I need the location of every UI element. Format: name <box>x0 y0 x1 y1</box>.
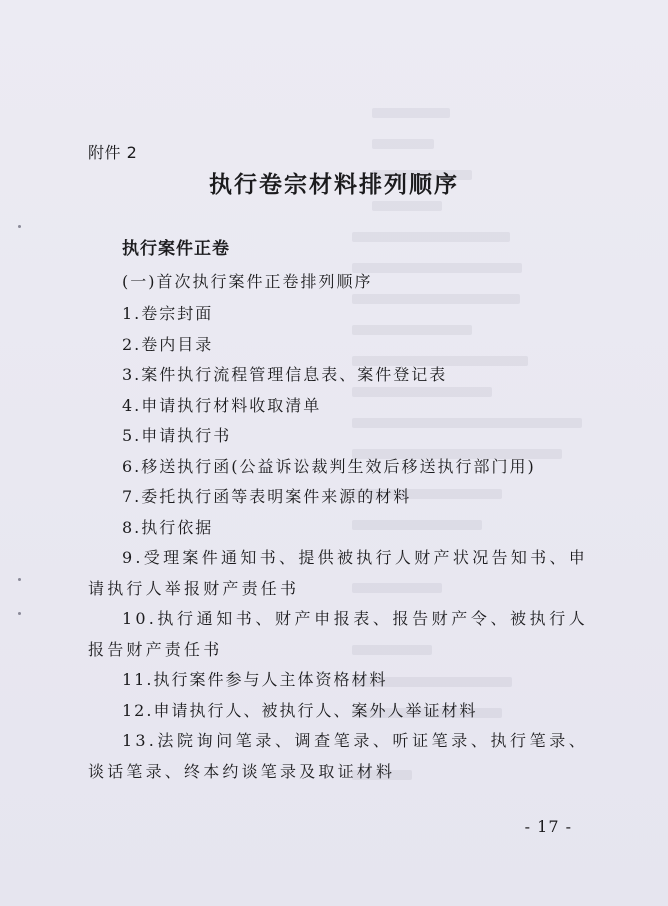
punch-hole-mark <box>18 612 21 615</box>
list-item: 1.卷宗封面 <box>122 304 214 323</box>
list-item: 10.执行通知书、财产申报表、报告财产令、被执行人报告财产责任书 <box>88 609 588 659</box>
material-list <box>88 299 588 787</box>
list-item: 13.法院询问笔录、调查笔录、听证笔录、执行笔录、谈话笔录、终本约谈笔录及取证材料 <box>88 731 588 781</box>
list-item: 12.申请执行人、被执行人、案外人举证材料 <box>122 700 478 720</box>
subsection-heading: (一)首次执行案件正卷排列顺序 <box>122 272 373 291</box>
page-number: - 17 - <box>524 817 572 836</box>
document-title: 执行卷宗材料排列顺序 <box>209 172 459 198</box>
attachment-label: 附件 2 <box>88 143 138 162</box>
list-item: 2.卷内目录 <box>122 334 214 354</box>
list-item: 9.受理案件通知书、提供被执行人财产状况告知书、申请执行人举报财产责任书 <box>88 548 588 598</box>
punch-hole-mark <box>18 225 21 228</box>
list-item: 7.委托执行函等表明案件来源的材料 <box>122 487 412 506</box>
list-item: 11.执行案件参与人主体资格材料 <box>122 670 388 689</box>
list-item: 4.申请执行材料收取清单 <box>122 395 322 415</box>
list-item: 5.申请执行书 <box>122 426 232 445</box>
list-item: 8.执行依据 <box>122 517 214 537</box>
list-item: 3.案件执行流程管理信息表、案件登记表 <box>122 365 448 384</box>
punch-hole-mark <box>18 578 21 581</box>
section-heading: 执行案件正卷 <box>122 239 230 259</box>
list-item: 6.移送执行函(公益诉讼裁判生效后移送执行部门用) <box>122 456 536 476</box>
